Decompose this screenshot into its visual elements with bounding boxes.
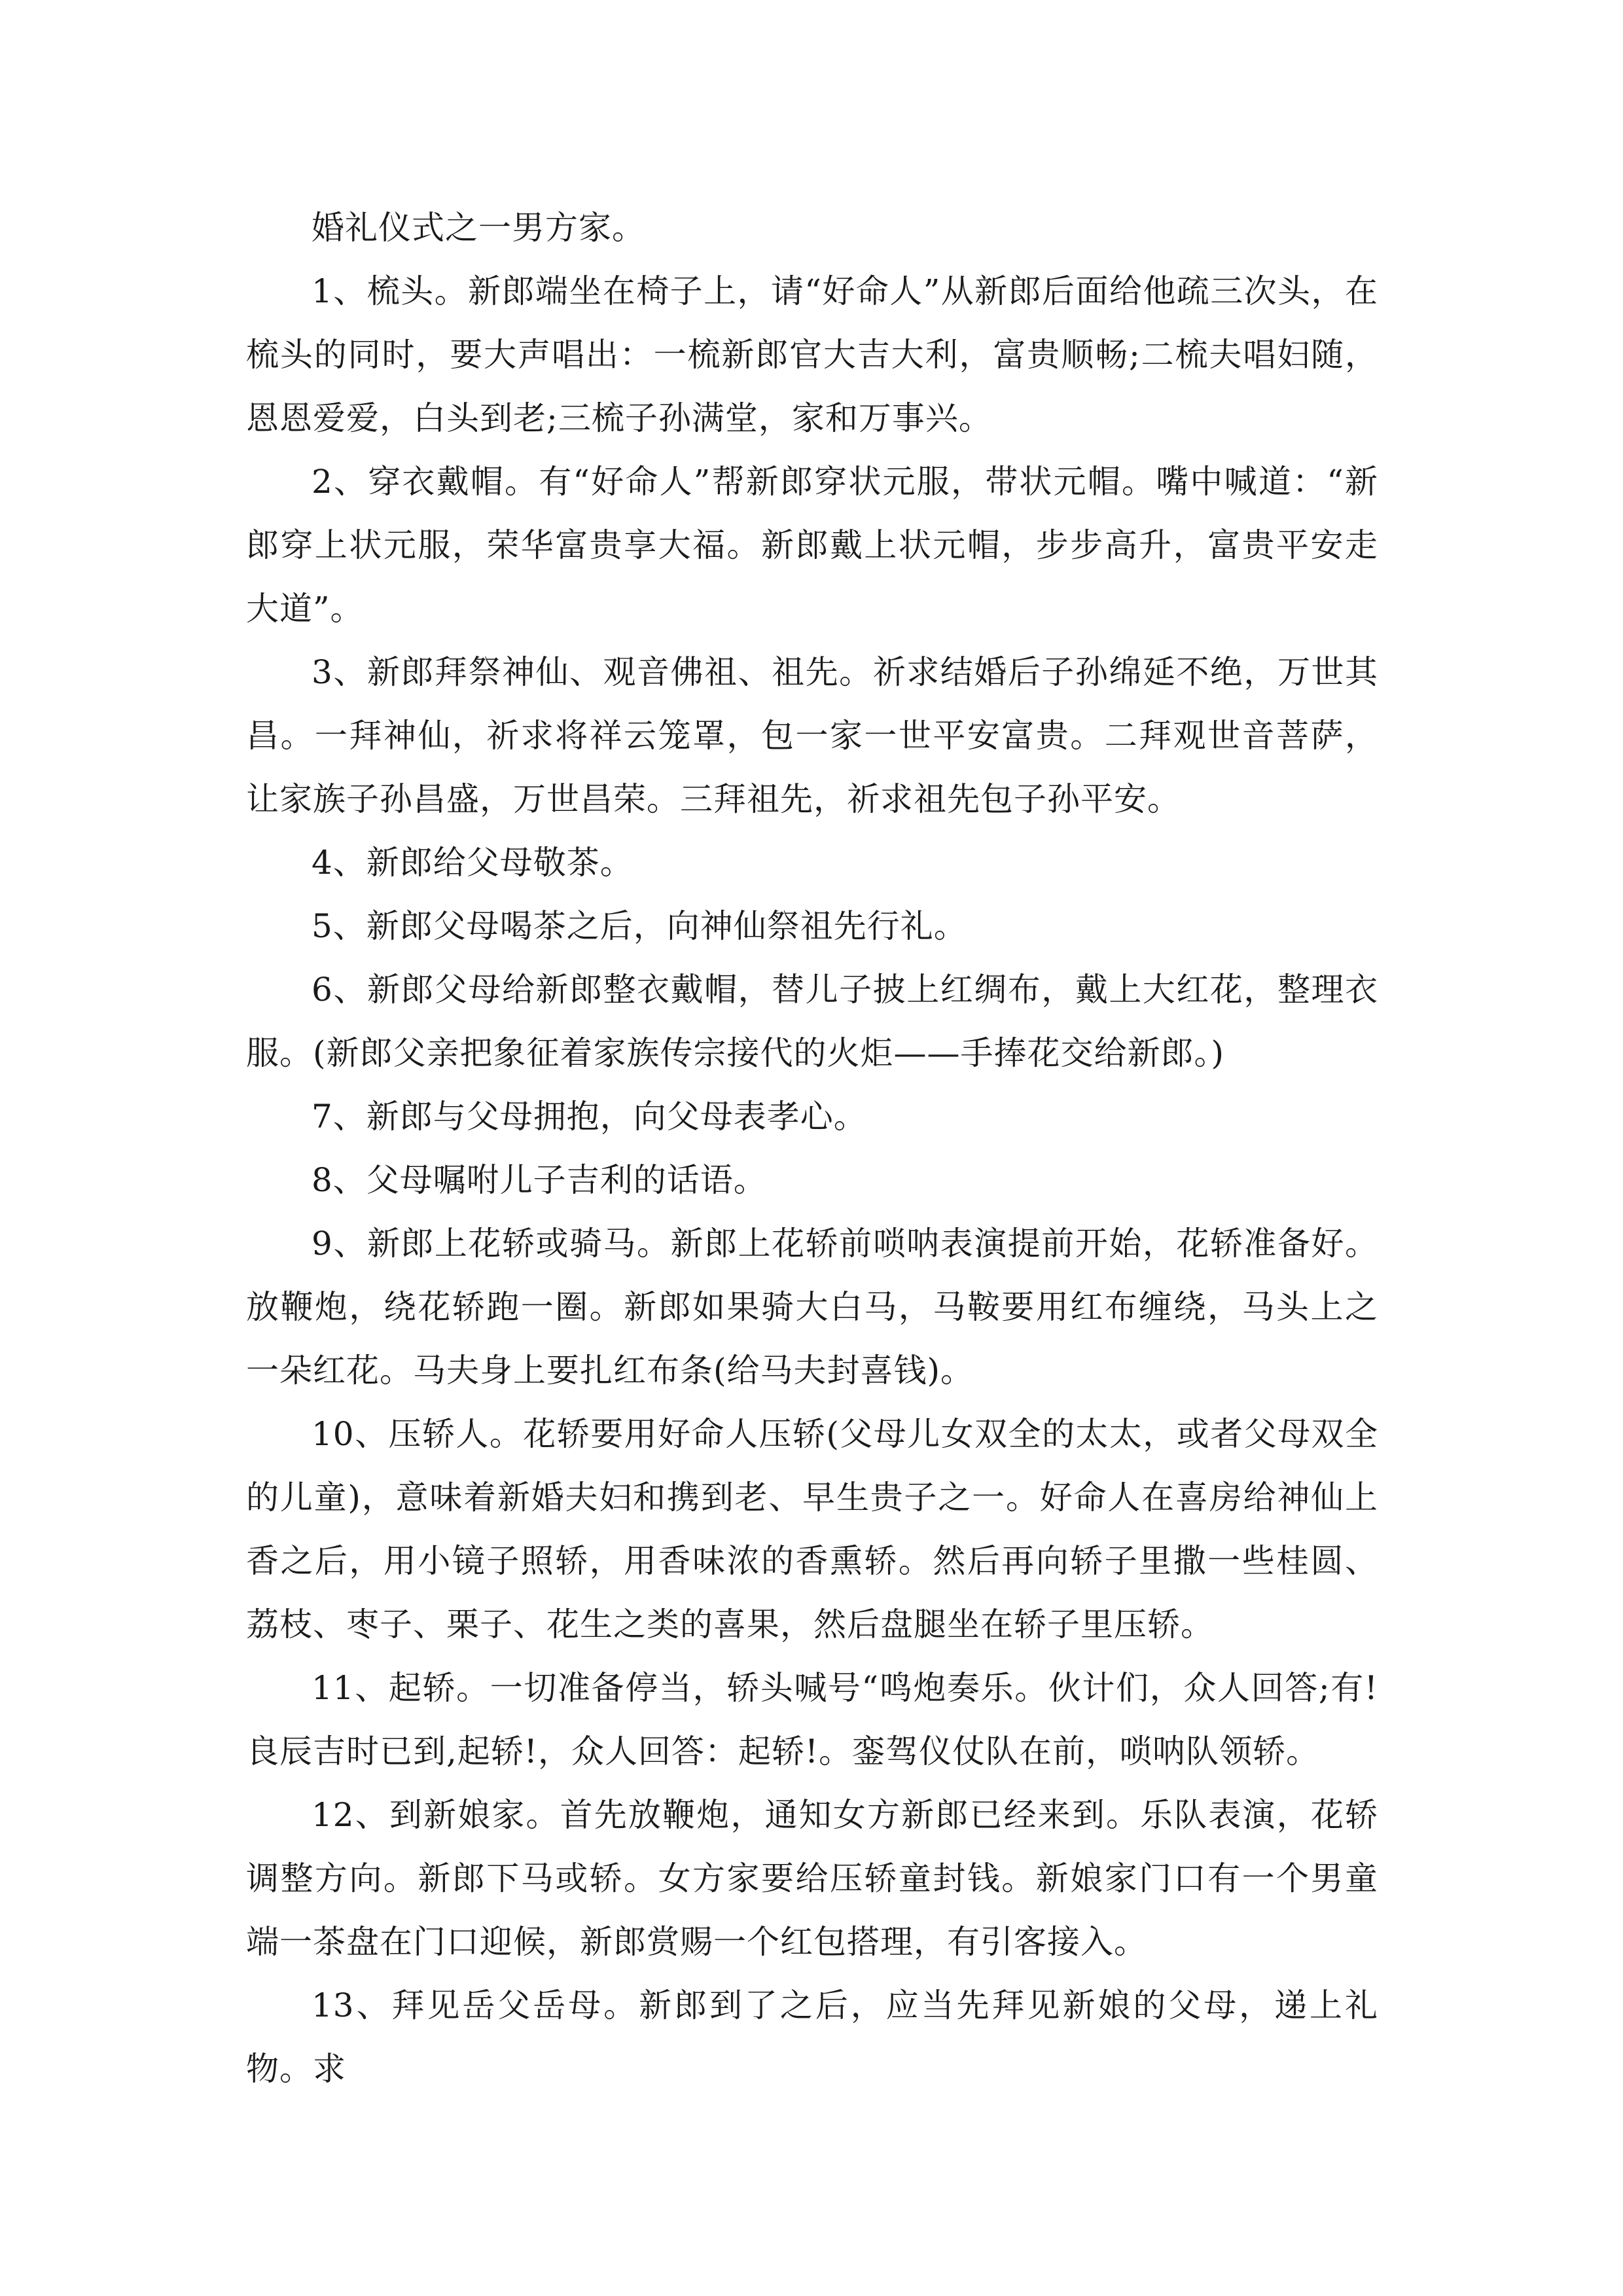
paragraph-8: 8、父母嘱咐儿子吉利的话语。 [312, 1161, 767, 1199]
paragraph-11: 11、起轿。一切准备停当，轿头喊号“鸣炮奏乐。伙计们，众人回答;有!良辰吉时已到,起轿!，众人回答：起轿!。銮驾仪仗队在前，唢呐队领轿。 [246, 1669, 1378, 1770]
paragraph-4: 4、新郎给父母敬茶。 [312, 844, 633, 882]
paragraph-1: 1、梳头。新郎端坐在椅子上，请“好命人”从新郎后面给他疏三次头，在梳头的同时，要大声唱出：一梳新郎官大吉大利，富贵顺畅;二梳夫唱妇随，恩恩爱爱，白头到老;三梳子孙满堂，家和万事兴。 [246, 272, 1378, 437]
paragraph-2: 2、穿衣戴帽。有“好命人”帮新郎穿状元服，带状元帽。嘴中喊道：“新郎穿上状元服，荣华富贵享大福。新郎戴上状元帽，步步高升，富贵平安走大道”。 [246, 463, 1378, 628]
paragraph-5: 5、新郎父母喝茶之后，向神仙祭祖先行礼。 [312, 907, 967, 945]
paragraph-10: 10、压轿人。花轿要用好命人压轿(父母儿女双全的太太，或者父母双全的儿童)，意味着新婚夫妇和携到老、早生贵子之一。好命人在喜房给神仙上香之后，用小镜子照轿，用香味浓的香熏轿。然后再向轿子里撒一些桂圆、荔枝、枣子、栗子、花生之类的喜果，然后盘腿坐在轿子里压轿。 [246, 1415, 1378, 1643]
paragraph-13: 13、拜见岳父岳母。新郎到了之后，应当先拜见新娘的父母，递上礼物。求 [246, 1986, 1378, 2088]
paragraph-6: 6、新郎父母给新郎整衣戴帽，替儿子披上红绸布，戴上大红花，整理衣服。(新郎父亲把象征着家族传宗接代的火炬——手捧花交给新郎。) [246, 971, 1378, 1072]
document-page [246, 196, 1378, 2101]
paragraph-12: 12、到新娘家。首先放鞭炮，通知女方新郎已经来到。乐队表演，花轿调整方向。新郎下马或轿。女方家要给压轿童封钱。新娘家门口有一个男童端一茶盘在门口迎候，新郎赏赐一个红包搭理，有引客接入。 [246, 1796, 1378, 1961]
paragraph-7: 7、新郎与父母拥抱，向父母表孝心。 [312, 1098, 867, 1136]
document-title: 婚礼仪式之一男方家。 [312, 209, 645, 247]
paragraph-3: 3、新郎拜祭神仙、观音佛祖、祖先。祈求结婚后子孙绵延不绝，万世其昌。一拜神仙，祈求将祥云笼罩，包一家一世平安富贵。二拜观世音菩萨，让家族子孙昌盛，万世昌荣。三拜祖先，祈求祖先包子孙平安。 [246, 653, 1378, 818]
paragraph-9: 9、新郎上花轿或骑马。新郎上花轿前唢呐表演提前开始，花轿准备好。放鞭炮，绕花轿跑一圈。新郎如果骑大白马，马鞍要用红布缠绕，马头上之一朵红花。马夫身上要扎红布条(给马夫封喜钱)。 [246, 1225, 1378, 1390]
